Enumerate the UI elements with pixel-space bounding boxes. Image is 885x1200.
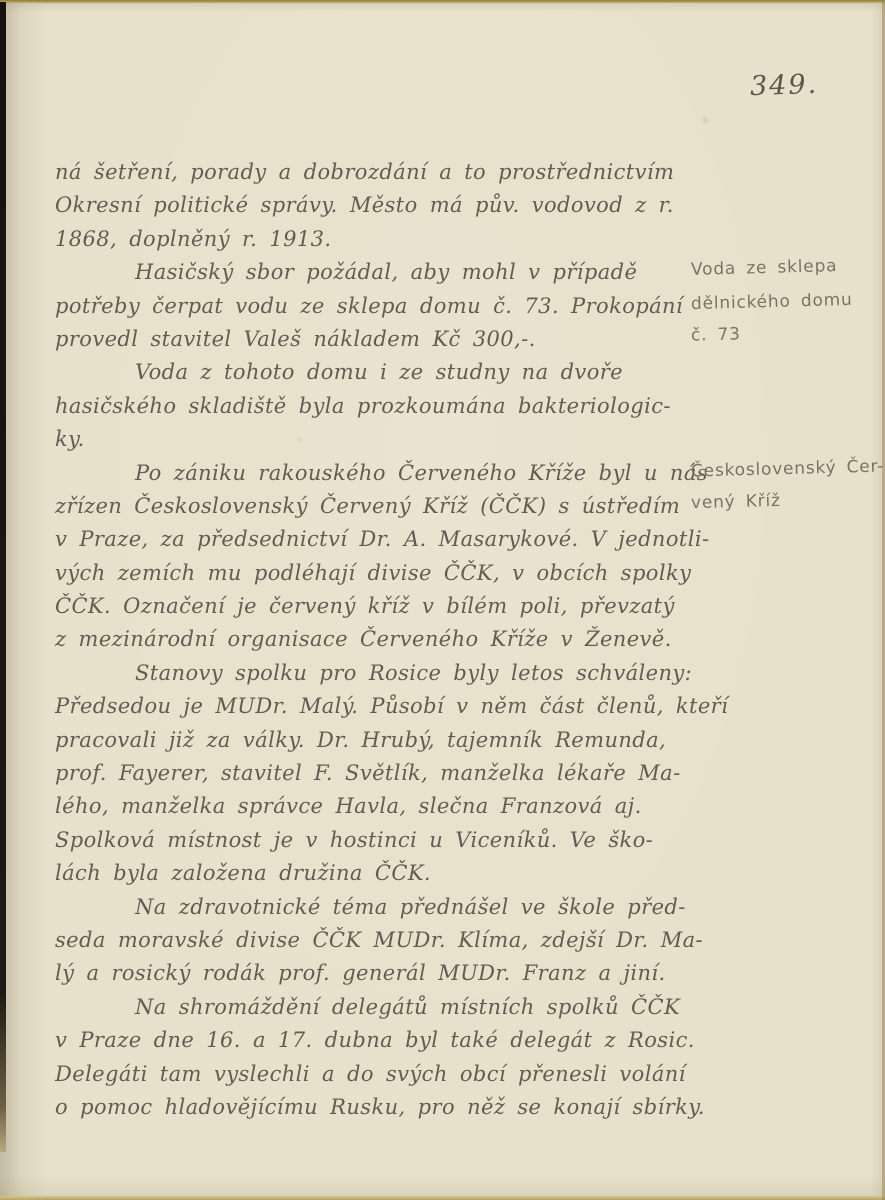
line-text: Předsedou je MUDr. Malý. Působí v něm část členů, kteří bbox=[55, 694, 729, 719]
line-text: Spolková místnost je v hostinci u Viceníků. Ve ško- bbox=[55, 827, 654, 852]
text-line bbox=[55, 290, 870, 323]
line-text: lý a rosický rodák prof. generál MUDr. Franz a jiní. bbox=[55, 961, 666, 986]
line-text: prof. Fayerer, stavitel F. Světlík, manželka lékaře Ma- bbox=[55, 761, 681, 786]
text-line bbox=[55, 657, 870, 690]
line-text: pracovali již za války. Dr. Hrubý, tajemník Remunda, bbox=[55, 727, 667, 752]
line-text: Na shromáždění delegátů místních spolků ČČK bbox=[135, 994, 681, 1019]
text-line bbox=[55, 690, 870, 723]
line-text: v Praze, za předsednictví Dr. A. Masarykové. V jednotli- bbox=[55, 527, 710, 552]
text-line bbox=[55, 423, 870, 456]
margin-note: č. 73 bbox=[690, 324, 742, 346]
text-line bbox=[55, 189, 870, 222]
text-line bbox=[55, 724, 870, 757]
line-text: z mezinárodní organisace Červeného Kříže v Ženevě. bbox=[55, 627, 672, 652]
text-line bbox=[55, 790, 870, 823]
text-line bbox=[55, 390, 870, 423]
line-text: Hasičský sbor požádal, aby mohl v případě bbox=[135, 260, 638, 285]
text-line bbox=[55, 623, 870, 656]
margin-note: Voda ze sklepa bbox=[690, 256, 838, 281]
line-text: potřeby čerpat vodu ze sklepa domu č. 73. Prokopání bbox=[55, 293, 684, 318]
line-text: Stanovy spolku pro Rosice byly letos schváleny: bbox=[135, 660, 693, 685]
text-line bbox=[55, 156, 870, 189]
line-text: vých zemích mu podléhají divise ČČK, v obcích spolky bbox=[55, 560, 692, 585]
text-line bbox=[55, 523, 870, 556]
line-text: ČČK. Označení je červený kříž v bílém poli, převzatý bbox=[55, 594, 675, 619]
text-line bbox=[55, 557, 870, 590]
text-line bbox=[55, 957, 870, 990]
line-text: 1868, doplněný r. 1913. bbox=[55, 226, 332, 251]
text-line bbox=[55, 924, 870, 957]
line-text: seda moravské divise ČČK MUDr. Klíma, zdejší Dr. Ma- bbox=[55, 927, 704, 952]
text-line bbox=[55, 824, 870, 857]
line-text: Po zániku rakouského Červeného Kříže byl u nás bbox=[135, 460, 708, 485]
manuscript-body bbox=[55, 156, 885, 1124]
text-line bbox=[55, 1024, 870, 1057]
text-line bbox=[55, 323, 870, 356]
text-line bbox=[55, 757, 870, 790]
text-line bbox=[55, 1058, 870, 1091]
page-edge-left bbox=[0, 2, 6, 1152]
line-text: zřízen Československý Červený Kříž (ČČK) s ústředím bbox=[55, 493, 681, 518]
line-text: Okresní politické správy. Město má pův. vodovod z r. bbox=[55, 193, 674, 218]
line-text: Na zdravotnické téma přednášel ve škole před- bbox=[135, 894, 686, 919]
line-text: ná šetření, porady a dobrozdání a to prostřednictvím bbox=[55, 160, 675, 184]
page-edge-bottom bbox=[0, 1196, 885, 1200]
margin-note: vený Kříž bbox=[690, 490, 781, 514]
line-text: o pomoc hladovějícímu Rusku, pro něž se konají sbírky. bbox=[55, 1094, 705, 1119]
line-text: Delegáti tam vyslechli a do svých obcí přenesli volání bbox=[55, 1061, 686, 1086]
line-text: lého, manželka správce Havla, slečna Franzová aj. bbox=[55, 794, 642, 819]
line-text: hasičského skladiště byla prozkoumána bakteriologic- bbox=[55, 393, 671, 418]
line-text: v Praze dne 16. a 17. dubna byl také delegát z Rosic. bbox=[55, 1028, 695, 1053]
text-line bbox=[55, 857, 870, 890]
text-line bbox=[55, 891, 870, 924]
page-edge-top bbox=[0, 0, 885, 3]
line-text: provedl stavitel Valeš nákladem Kč 300,-. bbox=[55, 326, 536, 351]
margin-note: dělnického domu bbox=[690, 289, 853, 314]
line-text: ky. bbox=[55, 427, 85, 452]
line-text: lách byla založena družina ČČK. bbox=[55, 861, 431, 886]
text-line bbox=[55, 991, 870, 1024]
text-line bbox=[55, 1091, 870, 1124]
page-number: 349. bbox=[749, 68, 819, 103]
text-line bbox=[55, 490, 870, 523]
line-text: Voda z tohoto domu i ze studny na dvoře bbox=[135, 360, 624, 385]
text-line bbox=[55, 356, 870, 389]
text-line bbox=[55, 590, 870, 623]
text-line bbox=[55, 223, 870, 256]
margin-note: Československý Čer- bbox=[690, 455, 885, 482]
text-line bbox=[55, 256, 870, 289]
